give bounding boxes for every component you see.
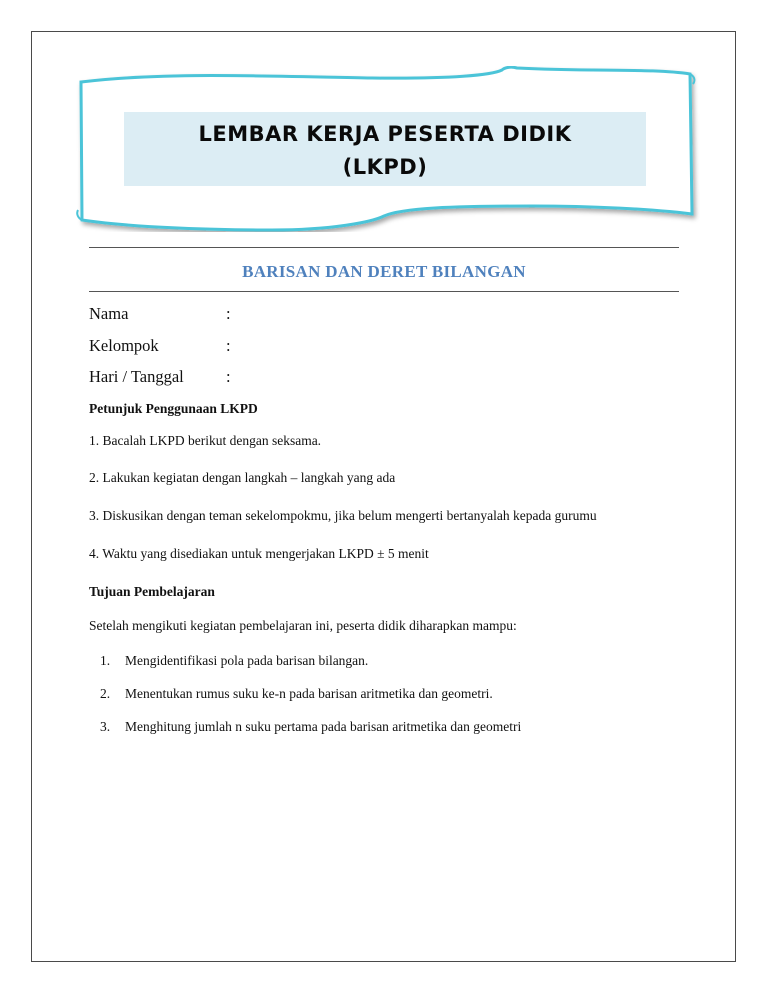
divider-bottom [89,291,679,292]
field-colon: : [226,336,231,355]
instruction-item: 4. Waktu yang disediakan untuk mengerjakan LKPD ± 5 menit [89,546,429,561]
field-label: Hari / Tanggal [89,367,184,386]
subtitle: BARISAN DAN DERET BILANGAN [242,262,526,281]
field-colon: : [226,367,231,386]
objective-text: Menghitung jumlah n suku pertama pada barisan aritmetika dan geometri [125,719,522,734]
instruction-item: 1. Bacalah LKPD berikut dengan seksama. [89,433,322,448]
objective-item [100,686,493,702]
field-colon: : [226,304,231,323]
objective-text: Mengidentifikasi pola pada barisan bilangan. [125,653,369,668]
field-label: Kelompok [89,336,159,355]
objective-number: 1. [100,653,111,668]
objective-text: Menentukan rumus suku ke-n pada barisan aritmetika dan geometri. [125,686,493,701]
instruction-item: 2. Lakukan kegiatan dengan langkah – langkah yang ada [89,470,396,485]
title-line-1: LEMBAR KERJA PESERTA DIDIK [198,122,572,146]
instructions-heading: Petunjuk Penggunaan LKPD [89,401,258,416]
title-line-2: (LKPD) [342,155,428,179]
title-box [124,112,646,186]
objectives-heading: Tujuan Pembelajaran [89,584,215,599]
field-label: Nama [89,304,129,323]
objective-item [100,653,368,669]
divider-top [89,247,679,248]
objective-number: 3. [100,719,111,734]
objective-number: 2. [100,686,111,701]
objectives-intro: Setelah mengikuti kegiatan pembelajaran ini, peserta didik diharapkan mampu: [89,618,517,633]
objective-item [100,719,521,735]
instruction-item: 3. Diskusikan dengan teman sekelompokmu, jika belum mengerti bertanyalah kepada gurumu [89,508,597,523]
